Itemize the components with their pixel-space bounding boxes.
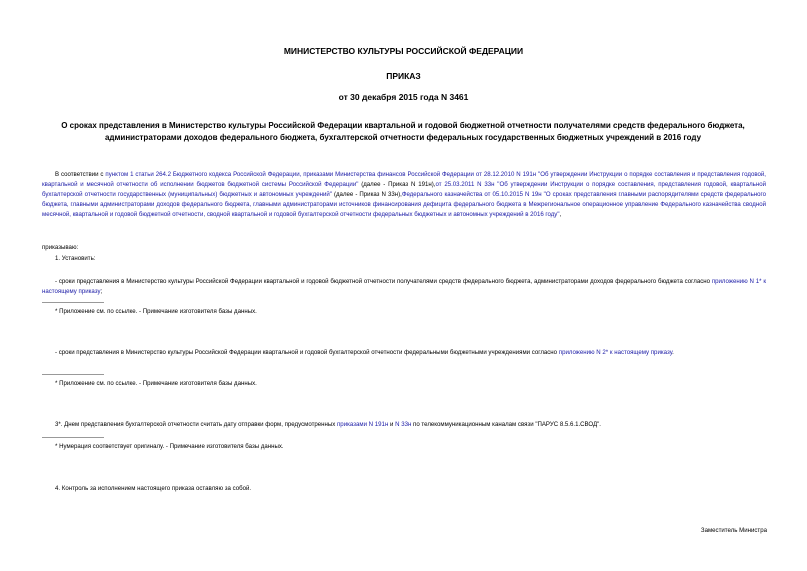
bullet-2-end: .	[672, 349, 674, 356]
order-33n-link[interactable]: N 33н	[395, 421, 412, 428]
preamble-link-treasury-19n[interactable]: Федерального казначейства от 05.10.2015 N 19н "О сроках представления главными распорядителями средств федерального бюджета, главными администраторами доходов федерального бюджета, главными администраторами источников финансирования дефицита федерального бюджета в Межрегиональное операционное управление Федерального казначейства сводной месячной, квартальной и годовой бюджетной отчетности, сводной квартальной и годовой бухгалтерской отчетности федеральных бюджетных и автономных учреждений в 2016 году"	[42, 191, 767, 218]
appendix-2-link[interactable]: приложению N 2* к настоящему приказу	[558, 349, 673, 356]
item-3-text: 3*. Днем представления бухгалтерской отчетности считать дату отправки форм, предусмотренных	[55, 421, 337, 428]
preamble-text-4: ,	[559, 211, 562, 218]
date-number-heading: от 30 декабря 2015 года N 3461	[338, 92, 469, 102]
doc-type-heading: ПРИКАЗ	[386, 71, 421, 81]
item-3-mid: и	[388, 421, 396, 428]
bullet-1-end: ;	[100, 288, 103, 295]
bullet-1-text: - сроки представления в Министерство культуры Российской Федерации квартальной и годовой бюджетной отчетности получателями средств федерального бюджета, администраторами доходов федерального бюджета согласно	[55, 278, 712, 285]
ministry-heading: МИНИСТЕРСТВО КУЛЬТУРЫ РОССИЙСКОЙ ФЕДЕРАЦИИ	[283, 46, 524, 56]
footnote-2: * Приложение см. по ссылке. - Примечание изготовителя базы данных.	[55, 380, 257, 387]
appendix-1-link[interactable]: приложению N 1* к настоящему приказу	[42, 278, 766, 295]
bullet-1-paragraph	[42, 277, 766, 297]
order-word: приказываю:	[42, 244, 79, 251]
item-1: 1. Установить:	[55, 255, 96, 262]
order-191n-link[interactable]: приказами N 191н	[337, 421, 389, 428]
bullet-2-text: - сроки представления в Министерство культуры Российской Федерации квартальной и годовой бухгалтерской отчетности федеральными бюджетными учреждениями согласно	[55, 349, 559, 356]
footnote-3-divider	[42, 437, 104, 438]
preamble-text-3: (далее - Приказ N 33н),	[331, 191, 402, 198]
signature: Заместитель Министра	[700, 527, 767, 534]
preamble-link-order-33n[interactable]: от 25.03.2011 N 33н "Об утверждении Инструкции о порядке составления, представления годовой, квартальной бухгалтерской отчетности государственных (муниципальных) бюджетных и автономных учреждений"	[42, 181, 767, 198]
footnote-2-divider	[42, 374, 104, 375]
preamble-text-1: В соответствии с	[55, 171, 106, 178]
footnote-3: * Нумерация соответствует оригиналу. - Примечание изготовителя базы данных.	[55, 443, 284, 450]
footnote-1-divider	[42, 302, 104, 303]
item-4: 4. Контроль за исполнением настоящего приказа оставляю за собой.	[55, 485, 252, 492]
document-title: О сроках представления в Министерство культуры Российской Федерации квартальной и годовой бюджетной отчетности получателями средств федерального бюджета, администраторами доходов федерального бюджета, бухгалтерской отчетности федеральных государственных бюджетных учреждений в 2016 году	[61, 121, 745, 142]
preamble-link-budget-code[interactable]: пунктом 1 статьи 264.2 Бюджетного кодекса Российской Федерации, приказами Министерства финансов Российской Федерации от 28.12.2010 N 191н "Об утверждении Инструкции о порядке составления и представления годовой, квартальной и месячной отчетности об исполнении бюджетов бюджетной системы Российской Федерации"	[42, 171, 766, 188]
footnote-1: * Приложение см. по ссылке. - Примечание изготовителя базы данных.	[55, 308, 257, 315]
item-3-end: по телекоммуникационным каналам связи "ПАРУС 8.5.6.1.СВОД".	[411, 421, 602, 428]
preamble-paragraph	[42, 170, 766, 220]
preamble-text-2: (далее - Приказ N 191н),	[358, 181, 436, 188]
item-3-paragraph	[42, 420, 766, 430]
bullet-2-paragraph	[42, 348, 766, 358]
